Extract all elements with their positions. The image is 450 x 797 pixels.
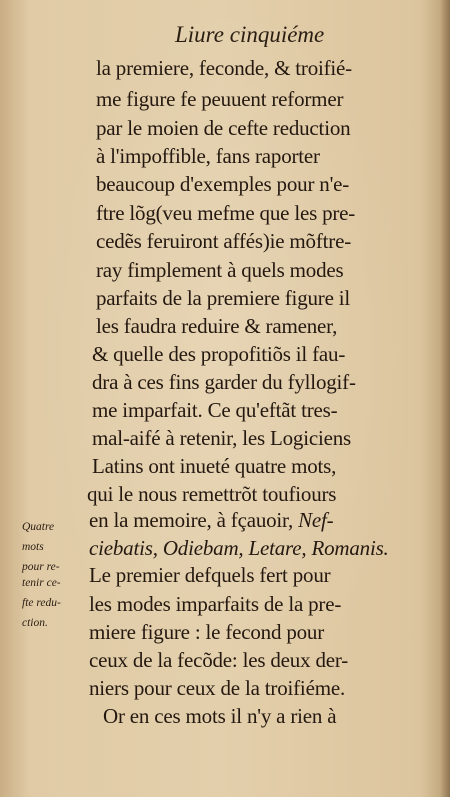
- text-line: ray fimplement à quels modes: [96, 258, 344, 282]
- memoire-prefix: en la memoire, à fçauoir,: [89, 508, 299, 532]
- text-line: dra à ces fins garder du fyllogif-: [92, 370, 356, 394]
- text-line: miere figure : le fecond pour: [89, 620, 325, 644]
- text-line: & quelle des propofitiõs il fau-: [92, 342, 346, 366]
- margin-note-line: tenir ce-: [22, 577, 61, 589]
- text-line: les faudra reduire & ramener,: [96, 314, 338, 338]
- text-line: parfaits de la premiere figure il: [96, 286, 351, 310]
- text-line: Latins ont inueté quatre mots,: [92, 454, 337, 478]
- margin-note-line: pour re-: [22, 561, 60, 573]
- text-line: les modes imparfaits de la pre-: [89, 592, 342, 616]
- text-line: me imparfait. Ce qu'eftãt tres-: [92, 398, 338, 422]
- text-line: beaucoup d'exemples pour n'e-: [96, 172, 350, 196]
- text-line: à l'impoffible, fans raporter: [96, 144, 320, 168]
- text-line: niers pour ceux de la troifiéme.: [89, 676, 345, 700]
- text-line: cedẽs feruiront affés)ie mõftre-: [96, 229, 351, 253]
- text-line: Or en ces mots il n'y a rien à: [103, 704, 337, 728]
- margin-note-line: Quatre: [22, 521, 55, 533]
- margin-note-line: mots: [22, 541, 44, 553]
- word-nesciebatis-start: Nef-: [298, 508, 334, 532]
- margin-note: [22, 520, 90, 632]
- text-line: Le premier defquels fert pour: [89, 563, 331, 587]
- text-line: me figure fe peuuent reformer: [96, 87, 344, 111]
- text-line: qui le nous remettrõt toufiours: [87, 482, 337, 506]
- text-line: mal-aifé à retenir, les Logiciens: [92, 426, 352, 450]
- margin-note-line: fte redu-: [22, 597, 61, 609]
- text-line: par le moien de cefte reduction: [96, 116, 351, 140]
- margin-note-line: ction.: [22, 617, 48, 629]
- text-line: ftre lõg(veu mefme que les pre-: [96, 201, 356, 225]
- text-line-memoire: [89, 508, 333, 533]
- text-line: la premiere, feconde, & troifié-: [96, 56, 352, 80]
- text-line-mnemonic-words: ciebatis, Odiebam, Letare, Romanis.: [89, 536, 389, 560]
- text-line: ceux de la fecõde: les deux der-: [89, 648, 349, 672]
- running-head: Liure cinquiéme: [175, 22, 325, 47]
